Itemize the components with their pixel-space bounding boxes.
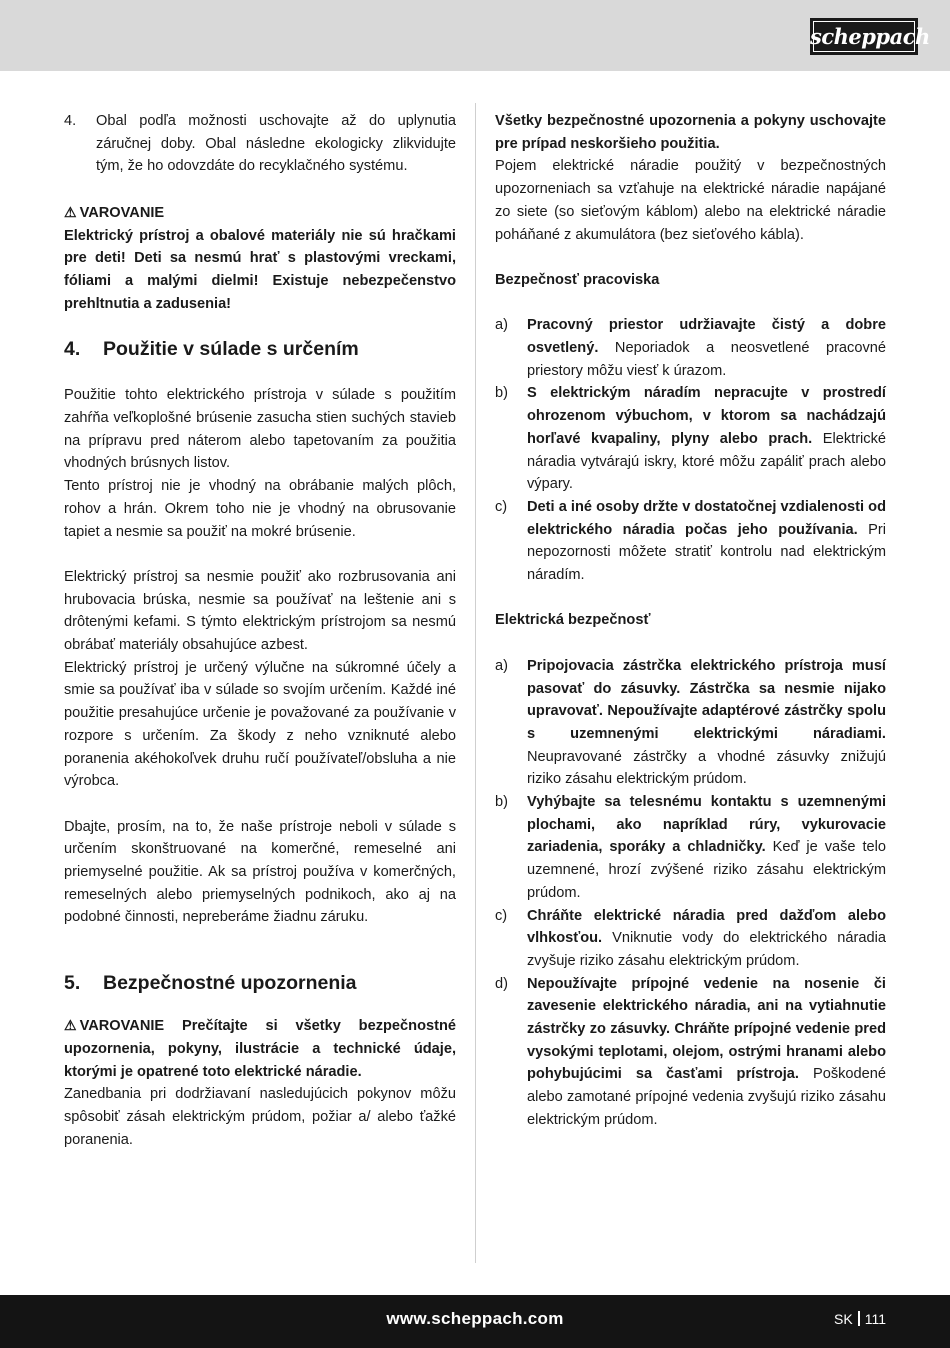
list-label: a) [495,317,508,334]
section-title: Bezpečnostné upozornenia [103,972,357,995]
item-number: 4. [64,113,77,129]
list-item [495,496,886,587]
list-label: d) [495,975,508,992]
language-code: SK [834,1311,853,1327]
list-text: Poškodené alebo zamotané prípojné vedenia zvyšujú riziko zásahu elektrickým prúdom. [527,1066,886,1128]
list-item [495,382,886,496]
list-label: c) [495,498,508,515]
intended-use-paragraph: Dbajte, prosím, na to, že naše prístroje neboli v súlade s určením skonštruované na komerčné, remeselné ani priemyselné použitie. Ak sa prístroj používa v komerčných, remeselných alebo priemyselných podnikoch, ako aj na podobné činnosti, nepreberáme žiadnu záruku. [64,818,456,926]
warning-title: VAROVANIE [79,204,165,221]
electrical-safety-heading: Elektrická bezpečnosť [495,612,651,629]
safety-warning-bold-text: VAROVANIE Prečítajte si všetky bezpečnostné upozornenia, pokyny, ilustrácie a technické údaje, ktorými je opatrené toto elektrické náradie. [64,1018,456,1080]
warning-heading [64,201,456,225]
list-bold-text: Pripojovacia zástrčka elektrického prístroja musí pasovať do zásuvky. Zástrčka sa nesmie nijako upravovať. Nepoužívajte adaptérové zástrčky spolu s uzemnenými elektrickými náradiami. [527,657,886,742]
warning-triangle-icon: ⚠ [64,1017,77,1034]
section-title: Použitie v súlade s určením [103,338,359,361]
intended-use-paragraph: Tento prístroj nie je vhodný na obrábanie malých plôch, rohov a hrán. Okrem toho nie je vhodný na obrusovanie tapiet a nesmie sa použiť na mokré brúsenie. [64,478,456,540]
list-item [495,314,886,382]
website-url: www.scheppach.com [386,1309,564,1328]
safety-warning-text: Zanedbania pri dodržiavaní nasledujúcich pokynov môžu spôsobiť zásah elektrickým prúdom, požiar a/ alebo ťažké poranenia. [64,1086,456,1148]
list-item [495,973,886,1132]
left-column [64,110,456,1151]
intended-use-paragraph: Elektrický prístroj je určený výlučne na súkromné účely a smie sa používať iba v súlade so svojím určením. Každé iné použitie presahujúce určenie je považované za používanie v rozpore s určením. Za škody z neho vzniknuté alebo poranenia akéhokoľvek druhu ručí používateľ/obsluha a nie výrobca. [64,659,456,790]
intro-text: Pojem elektrické náradie použitý v bezpečnostných upozorneniach sa vzťahuje na elektrické náradie napájané zo siete (so sieťovým káblom) alebo na elektrické náradie poháňané z akumulátora (bez sieťového kábla). [495,158,886,243]
list-bold-text: Nepoužívajte prípojné vedenie na nosenie či zavesenie elektrického náradia, ani na vytiahnutie zástrčky zo zásuvky. Chráňte prípojné vedenie pred vysokými teplotami, olejom, ostrými hranami alebo pohybujúcimi sa časťami prístroja. [527,975,886,1083]
page-header [0,0,950,71]
section-number: 4. [64,338,81,361]
list-bold-text: S elektrickým náradím nepracujte v prostredí ohrozenom výbuchom, v ktorom sa nachádzajú horľavé kvapaliny, plyny alebo prach. [527,385,886,447]
list-bold-text: Deti a iné osoby držte v dostatočnej vzdialenosti od elektrického náradia počas jeho používania. [527,498,886,538]
logo-text: scheppach [810,24,930,49]
list-text: Elektrické náradia vytvárajú iskry, ktoré môžu zapáliť prach alebo výpary. [527,430,887,493]
list-item [495,905,886,973]
list-text: Neporiadok a neosvetlené pracovné priestory môžu viesť k úrazom. [527,340,886,379]
list-label: c) [495,907,508,924]
list-bold-text: Chráňte elektrické náradia pred dažďom alebo vlhkosťou. [527,907,886,947]
list-text: Vniknutie vody do elektrického náradia zvyšuje riziko zásahu elektrickým prúdom. [527,930,886,969]
list-label: b) [495,794,508,811]
intro-bold: Všetky bezpečnostné upozornenia a pokyny uschovajte pre prípad neskoršieho použitia. [495,113,886,152]
workplace-safety-heading: Bezpečnosť pracoviska [495,271,660,288]
page-separator [858,1311,860,1326]
logo-border [813,21,915,52]
disposal-item [64,110,456,178]
scheppach-logo [810,18,930,55]
right-column [495,110,886,1132]
list-label: a) [495,657,508,674]
list-label: b) [495,385,508,402]
list-item [495,791,886,905]
warning-triangle-icon: ⚠ [64,203,77,220]
intended-use-paragraph: Elektrický prístroj sa nesmie použiť ako rozbrusovania ani hrubovacia brúska, nesmie sa používať na leštenie ani s drôtenými kefami. S týmto elektrickým prístrojom sa nesmú obrábať materiály obsahujúce azbest. [64,568,456,654]
page-footer [0,1295,950,1348]
page-indicator [834,1311,886,1327]
section-4-heading [64,337,456,361]
list-text: Pri nepozornosti môžete stratiť kontrolu nad elektrickým náradím. [527,521,887,584]
list-bold-text: Vyhýbajte sa telesnému kontaktu s uzemnenými plochami, ako napríklad rúry, vykurovacie zariadenia, sporáky a chladničky. [527,794,886,856]
list-bold-text: Pracovný priestor udržiavajte čistý a dobre osvetlený. [527,317,886,356]
column-divider [475,103,476,1263]
list-text: Neupravované zástrčky a vhodné zásuvky znižujú riziko zásahu elektrickým prúdom. [527,748,886,788]
section-number: 5. [64,972,81,995]
intended-use-paragraph: Použitie tohto elektrického prístroja v súlade s použitím zahŕňa veľkoplošné brúsenie zasucha stien suchých stavieb na prípravu pred náterom alebo tapetovaním za použitia vhodných brúsnych listov. [64,387,456,472]
section-5-heading [64,971,456,995]
warning-text: Elektrický prístroj a obalové materiály nie sú hračkami pre deti! Deti sa nesmú hrať s plastovými vreckami, fóliami a malými dielmi! Existuje nebezpečenstvo prehltnutia a zadusenia! [64,227,456,312]
item-text: Obal podľa možnosti uschovajte až do uplynutia záručnej doby. Obal následne ekologicky zlikvidujte tým, že ho odovzdáte do recyklačného systému. [96,113,456,175]
list-text: Keď je vaše telo uzemnené, hrozí zvýšené riziko zásahu elektrickým prúdom. [527,839,886,901]
safety-warning-bold [64,1014,456,1083]
list-item [495,655,886,791]
page-number: 111 [864,1311,886,1327]
